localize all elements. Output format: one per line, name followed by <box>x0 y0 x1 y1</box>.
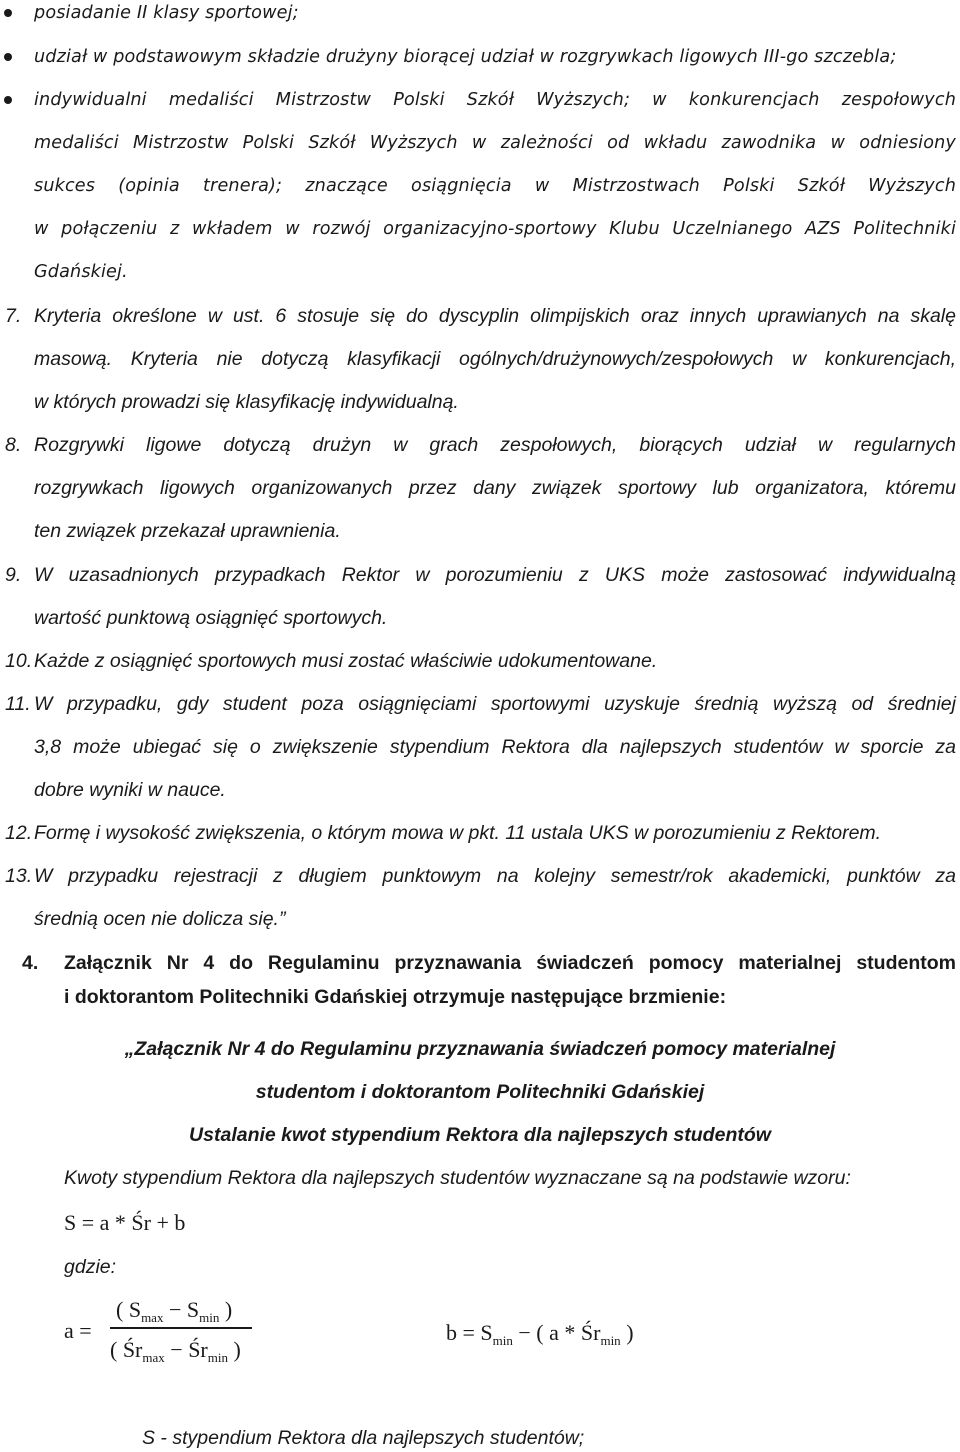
item-number: 9. <box>5 564 22 586</box>
formula-part: b = S <box>446 1320 493 1345</box>
formula-part: − S <box>163 1297 200 1322</box>
item-line: Kryteria określone w ust. 6 stosuje się do dyscyplin olimpijskich oraz innych uprawianych na skalę <box>34 305 956 327</box>
item-line: Formę i wysokość zwiększenia, o którym mowa w pkt. 11 ustala UKS w porozumieniu z Rektorem. <box>34 822 882 844</box>
formula-subscript: min <box>600 1333 621 1348</box>
formula-a-numerator <box>116 1297 232 1331</box>
formula-main: S = a * Śr + b <box>64 1210 186 1235</box>
formula-subscript: max <box>141 1310 164 1325</box>
formula-part: − ( a * Śr <box>512 1320 601 1345</box>
item-number: 7. <box>5 305 22 327</box>
formula-a-lhs: a = <box>64 1318 92 1343</box>
bullet-marker <box>4 53 12 61</box>
item-line: rozgrywkach ligowych organizowanych przez dany związek sportowy lub organizatora, któremu <box>34 477 956 499</box>
formula-part: ) <box>219 1297 233 1322</box>
annex-intro: Kwoty stypendium Rektora dla najlepszych studentów wyznaczane są na podstawie wzoru: <box>64 1167 851 1189</box>
bullet-item-line: Gdańskiej. <box>34 262 128 282</box>
item-line: 3,8 może ubiegać się o zwiększenie stypendium Rektora dla najlepszych studentów w sporcie za <box>34 736 956 758</box>
formula-b <box>446 1320 634 1354</box>
item-line: Rozgrywki ligowe dotyczą drużyn w grach zespołowych, biorących udział w regularnych <box>34 434 956 456</box>
bullet-marker <box>4 9 12 17</box>
bullet-item-line: medaliści Mistrzostw Polski Szkół Wyższych w zależności od wkładu zawodnika w odniesiony <box>34 133 956 153</box>
bullet-item: posiadanie II klasy sportowej; <box>34 3 299 23</box>
item-number: 8. <box>5 434 22 456</box>
formula-subscript: min <box>492 1333 513 1348</box>
item-number: 11. <box>5 693 31 715</box>
item-line: masową. Kryteria nie dotyczą klasyfikacji ogólnych/drużynowych/zespołowych w konkurencjach, <box>34 348 956 370</box>
section-line: Załącznik Nr 4 do Regulaminu przyznawania świadczeń pomocy materialnej studentom <box>64 952 956 974</box>
item-line: średnią ocen nie dolicza się.” <box>34 908 286 930</box>
formula-subscript: max <box>142 1350 165 1365</box>
item-line: dobre wyniki w nauce. <box>34 779 226 801</box>
item-line: W przypadku, gdy student poza osiągnięciami sportowymi uzyskuje średnią wyższą od średniej <box>34 693 956 715</box>
bullet-item-line: w połączeniu z wkładem w rozwój organizacyjno-sportowy Klubu Uczelnianego AZS Politechniki <box>34 219 956 239</box>
item-number: 12. <box>5 822 33 844</box>
bullet-item-line: indywidualni medaliści Mistrzostw Polski Szkół Wyższych; w konkurencjach zespołowych <box>34 90 956 110</box>
fraction-bar <box>110 1327 252 1329</box>
item-line: Każde z osiągnięć sportowych musi zostać właściwie udokumentowane. <box>34 650 658 672</box>
item-line: w których prowadzi się klasyfikację indywidualną. <box>34 391 459 413</box>
annex-title: „Załącznik Nr 4 do Regulaminu przyznawania świadczeń pomocy materialnej <box>124 1038 836 1060</box>
formula-part: ( Śr <box>110 1337 143 1362</box>
bullet-item: udział w podstawowym składzie drużyny biorącej udział w rozgrywkach ligowych III-go szczebla; <box>34 47 897 67</box>
item-number: 13. <box>5 865 33 887</box>
item-line: W przypadku rejestracji z długiem punktowym na kolejny semestr/rok akademicki, punktów za <box>34 865 956 887</box>
formula-part: − Śr <box>164 1337 208 1362</box>
section-line: i doktorantom Politechniki Gdańskiej otrzymuje następujące brzmienie: <box>64 986 727 1008</box>
bullet-item-line: sukces (opinia trenera); znaczące osiągnięcia w Mistrzostwach Polski Szkół Wyższych <box>34 176 956 196</box>
where-label: gdzie: <box>64 1256 117 1278</box>
item-line: wartość punktową osiągnięć sportowych. <box>34 607 388 629</box>
formula-part: ( S <box>116 1297 142 1322</box>
formula-a-denominator <box>110 1337 241 1371</box>
formula-part: ) <box>620 1320 634 1345</box>
formula-subscript: min <box>199 1310 220 1325</box>
item-number: 10. <box>5 650 33 672</box>
annex-title-2: studentom i doktorantom Politechniki Gdańskiej <box>255 1081 705 1103</box>
definition-s: S - stypendium Rektora dla najlepszych studentów; <box>142 1427 585 1449</box>
item-line: W uzasadnionych przypadkach Rektor w porozumieniu z UKS może zastosować indywidualną <box>34 564 956 586</box>
annex-subtitle: Ustalanie kwot stypendium Rektora dla najlepszych studentów <box>189 1124 771 1146</box>
formula-part: ) <box>227 1337 241 1362</box>
item-line: ten związek przekazał uprawnienia. <box>34 520 341 542</box>
section-number: 4. <box>22 952 39 974</box>
formula-subscript: min <box>207 1350 228 1365</box>
bullet-marker <box>4 96 12 104</box>
